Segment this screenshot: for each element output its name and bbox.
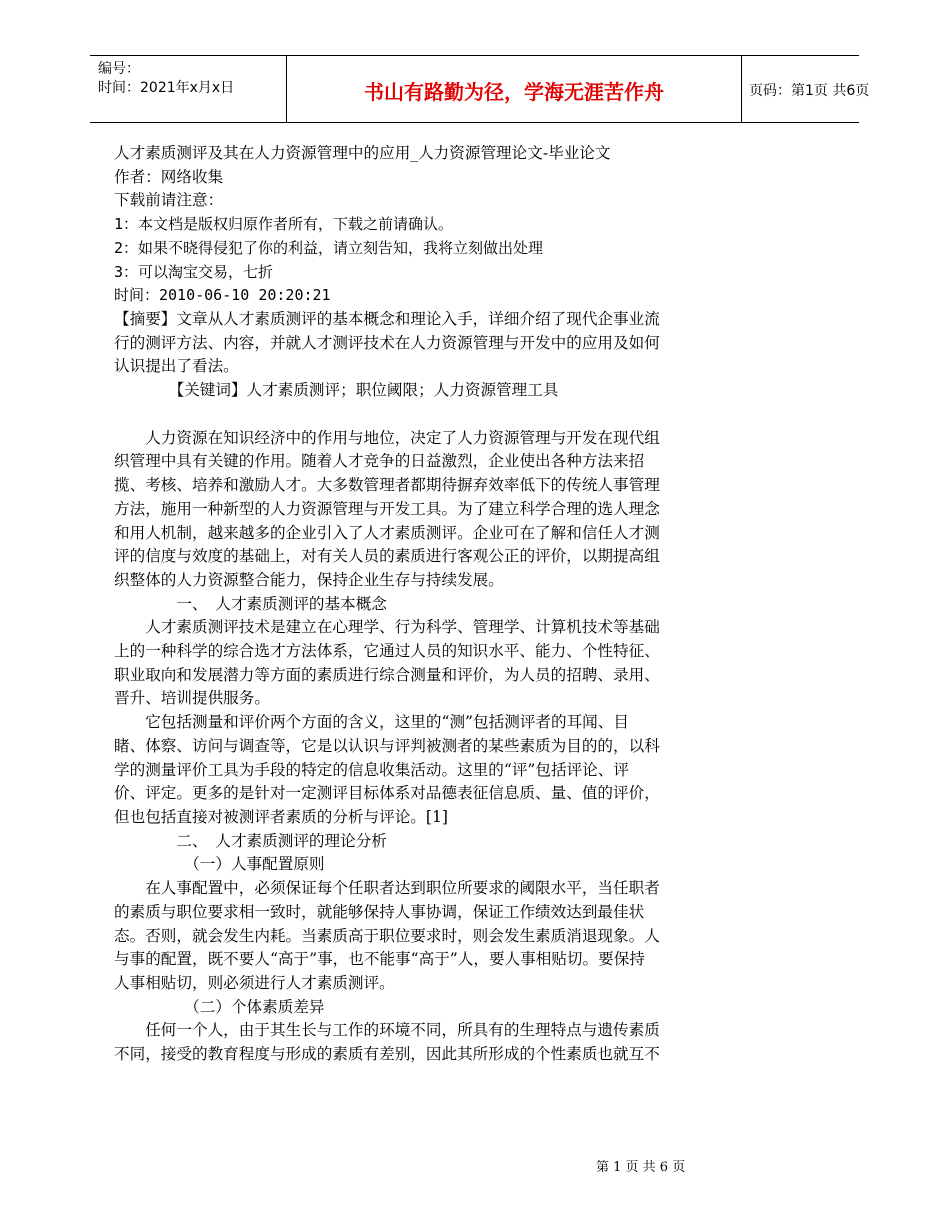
page-header bbox=[90, 55, 870, 123]
header-left-cell bbox=[90, 56, 286, 122]
body-line: 与事的配置，既不要人“高于”事，也不能事“高于”人，要人事相贴切。要保持 bbox=[114, 950, 645, 969]
notice-item-3: 3：可以淘宝交易，七折 bbox=[114, 262, 274, 281]
page-footer: 第 1 页 共 6 页 bbox=[596, 1160, 686, 1175]
header-right-cell bbox=[741, 56, 870, 122]
notice-item-2: 2：如果不晓得侵犯了你的利益，请立刻告知，我将立刻做出处理 bbox=[114, 238, 544, 257]
abstract-line: 认识提出了看法。 bbox=[114, 357, 239, 376]
subsection-heading-2: （二）个体素质差异 bbox=[114, 997, 325, 1016]
notice-item-1: 1：本文档是版权归原作者所有，下载之前请确认。 bbox=[114, 215, 454, 234]
body-line: 任何一个人，由于其生长与工作的环境不同，所具有的生理特点与遗传素质 bbox=[114, 1021, 660, 1040]
body-line: 价、评定。更多的是针对一定测评目标体系对品德表征信息质、量、值的评价， bbox=[114, 784, 660, 803]
body-line: 和用人机制，越来越多的企业引入了人才素质测评。企业可在了解和信任人才测 bbox=[114, 523, 660, 542]
paragraph-gap bbox=[114, 403, 774, 427]
document-number-label: 编号： bbox=[98, 61, 140, 77]
body-line: 人力资源在知识经济中的作用与地位，决定了人力资源管理与开发在现代组 bbox=[114, 428, 660, 447]
header-center-cell bbox=[286, 56, 742, 122]
body-line: 学的测量评价工具为手段的特定的信息收集活动。这里的“评”包括评论、评 bbox=[114, 760, 629, 779]
section-heading-1: 一、 人才素质测评的基本概念 bbox=[114, 594, 387, 613]
body-line: 人才素质测评技术是建立在心理学、行为科学、管理学、计算机技术等基础 bbox=[114, 618, 660, 637]
document-title: 人才素质测评及其在人力资源管理中的应用_人力资源管理论文-毕业论文 bbox=[114, 144, 611, 162]
subsection-heading-1: （一）人事配置原则 bbox=[114, 855, 325, 874]
section-heading-2: 二、 人才素质测评的理论分析 bbox=[114, 831, 387, 850]
body-line: 但也包括直接对被测评者素质的分析与评论。[1] bbox=[114, 807, 448, 826]
body-line: 职业取向和发展潜力等方面的素质进行综合测量和评价，为人员的招聘、录用、 bbox=[114, 665, 660, 684]
body-line: 态。否则，就会发生内耗。当素质高于职位要求时，则会发生素质消退现象。人 bbox=[114, 926, 660, 945]
body-line: 方法，施用一种新型的人力资源管理与开发工具。为了建立科学合理的选人理念 bbox=[114, 499, 660, 518]
body-line: 织整体的人力资源整合能力，保持企业生存与持续发展。 bbox=[114, 570, 504, 589]
abstract-line: 行的测评方法、内容，并就人才测评技术在人力资源管理与开发中的应用及如何 bbox=[114, 333, 660, 352]
body-line: 人事相贴切，则必须进行人才素质测评。 bbox=[114, 973, 395, 992]
header-motto: 书山有路勤为径，学海无涯苦作舟 bbox=[364, 80, 664, 104]
publish-time: 时间：2010-06-10 20:20:21 bbox=[114, 286, 331, 305]
keywords-line: 【关键词】人才素质测评；职位阈限；人力资源管理工具 bbox=[114, 381, 559, 400]
body-line: 睹、体察、访问与调查等，它是以认识与评判被测者的某些素质为目的的，以科 bbox=[114, 736, 660, 755]
notice-heading: 下载前请注意： bbox=[114, 191, 224, 210]
body-line: 不同，接受的教育程度与形成的素质有差别，因此其所形成的个性素质也就互不 bbox=[114, 1045, 660, 1064]
body-line: 晋升、培训提供服务。 bbox=[114, 689, 270, 708]
author-line: 作者：网络收集 bbox=[114, 167, 224, 186]
body-line: 揽、考核、培养和激励人才。大多数管理者都期待摒弃效率低下的传统人事管理 bbox=[114, 476, 660, 495]
body-line: 织管理中具有关键的作用。随着人才竞争的日益激烈，企业使出各种方法来招 bbox=[114, 452, 645, 471]
document-time-label: 时间：2021年x月x日 bbox=[98, 80, 235, 96]
header-page-info: 页码：第1页 共6页 bbox=[749, 83, 870, 99]
body-line: 的素质与职位要求相一致时，就能够保持人事协调，保证工作绩效达到最佳状 bbox=[114, 902, 645, 921]
body-line: 上的一种科学的综合选才方法体系，它通过人员的知识水平、能力、个性特征、 bbox=[114, 642, 660, 661]
body-line: 在人事配置中，必须保证每个任职者达到职位所要求的阈限水平，当任职者 bbox=[114, 879, 660, 898]
document-body bbox=[114, 142, 774, 1067]
body-line: 它包括测量和评价两个方面的含义，这里的“测”包括测评者的耳闻、目 bbox=[114, 713, 629, 732]
abstract-line: 【摘要】文章从人才素质测评的基本概念和理论入手，详细介绍了现代企事业流 bbox=[114, 309, 660, 328]
body-line: 评的信度与效度的基础上，对有关人员的素质进行客观公正的评价，以期提高组 bbox=[114, 547, 660, 566]
